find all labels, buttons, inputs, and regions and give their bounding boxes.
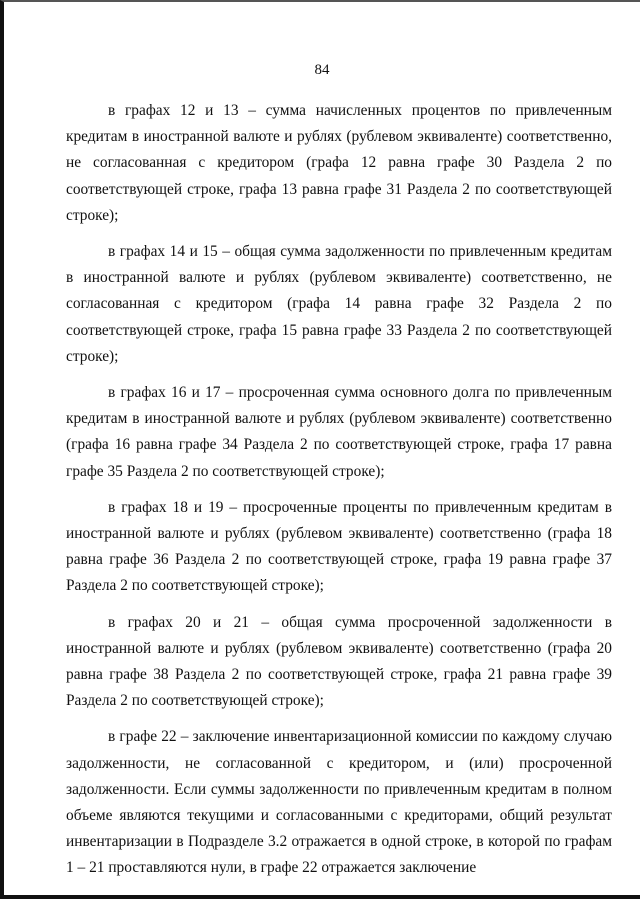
document-body — [66, 98, 612, 882]
paragraph-columns-12-13: в графах 12 и 13 – сумма начисленных процентов по привлеченным кредитам в иностранной валюте и рублях (рублевом эквиваленте) соответственно, не согласованная с кредитором (графа 12 равна графе 30 Раздела 2 по соответствующей строке, графа 13 равна графе 31 Раздела 2 по соответствующей строке); — [66, 102, 612, 224]
paragraph-columns-18-19: в графах 18 и 19 – просроченные проценты по привлеченным кредитам в иностранной валюте и рублях (рублевом эквиваленте) соответственно (графа 18 равна графе 36 Раздела 2 по соответствующей строке, графа 19 равна графе 37 Раздела 2 по соответствующей строке); — [66, 498, 612, 595]
page-number: 84 — [314, 62, 330, 78]
paragraph-columns-16-17: в графах 16 и 17 – просроченная сумма основного долга по привлеченным кредитам в иностранной валюте и рублях (рублевом эквиваленте) соответственно (графа 16 равна графе 34 Раздела 2 по соответствующей строке, графа 17 равна графе 35 Раздела 2 по соответствующей строке); — [66, 384, 612, 480]
paragraph-column-22: в графе 22 – заключение инвентаризационной комиссии по каждому случаю задолженности, не согласованной с кредитором, и (или) просроченной задолженности. Если суммы задолженности по привлеченным кредитам в полном объеме являются текущими и согласованными с кредиторами, общий результат инвентаризации в Подразделе 3.2 отражается в одной строке, в которой по графам 1 – 21 проставляются нули, в графе 22 отражается заключение — [66, 728, 612, 877]
paragraph-columns-20-21: в графах 20 и 21 – общая сумма просроченной задолженности в иностранной валюте и рублях (рублевом эквиваленте) соответственно (графа 20 равна графе 38 Раздела 2 по соответствующей строке, графа 21 равна графе 39 Раздела 2 по соответствующей строке); — [66, 613, 612, 710]
paragraph-columns-14-15: в графах 14 и 15 – общая сумма задолженности по привлеченным кредитам в иностранной валюте и рублях (рублевом эквиваленте) соответственно, не согласованная с кредитором (графа 14 равна графе 32 Раздела 2 по соответствующей строке, графа 15 равна графе 33 Раздела 2 по соответствующей строке); — [66, 243, 612, 365]
